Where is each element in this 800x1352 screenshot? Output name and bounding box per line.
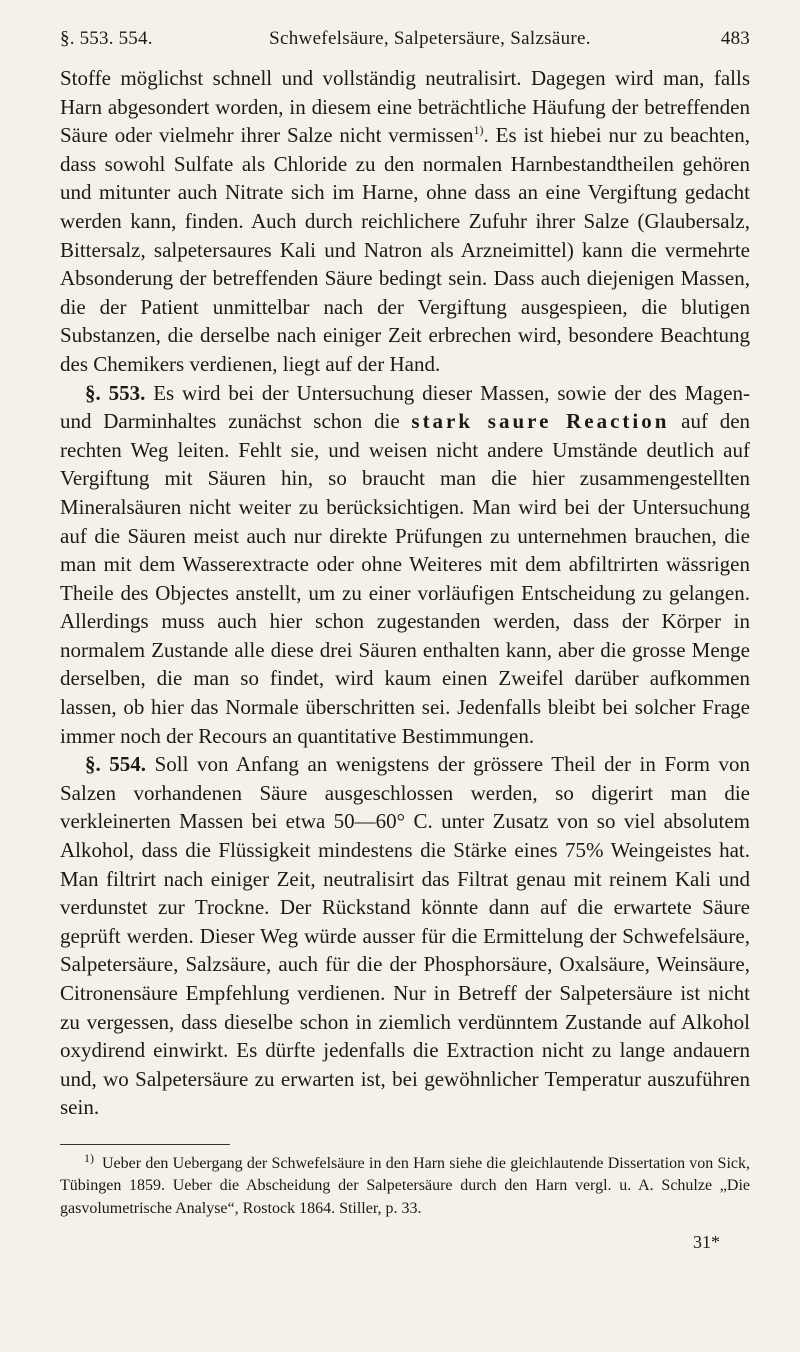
running-head	[60, 28, 750, 58]
paragraph-text: Stoffe möglichst schnell und vollständig neutralisirt. Dagegen wird man, falls Harn abgesondert worden, in diesem eine beträchtliche Häufung der betreffenden Säure oder vielmehr ihrer Salze nicht vermissen	[60, 66, 750, 148]
paragraph-text: Soll von Anfang an wenigstens der grössere Theil der in Form von Salzen vorhandenen Säure ausgeschlossen werden, so digerirt man die verkleinerten Massen bei etwa 50—60° C. unter Zusatz von so viel absolutem Alkohol, dass die Flüssigkeit mindestens die Stärke eines 75% Weingeistes hat. Man filtrirt nach einiger Zeit, neutralisirt das Filtrat genau mit reinem Kali und verdunstet zur Trockne. Der Rückstand könnte dann auf die erwartete Säure geprüft werden. Dieser Weg würde ausser für die Ermittelung der Schwefelsäure, Salpetersäure, Salzsäure, auch für die der Phosphorsäure, Oxalsäure, Weinsäure, Citronensäure Empfehlung verdienen. Nur in Betreff der Salpetersäure ist nicht zu vergessen, dass dieselbe schon in ziemlich verdünntem Zustande auf Alkohol oxydirend einwirkt. Es dürfte jedenfalls die Extraction nicht zu lange andauern und, wo Salpetersäure zu erwarten ist, bei gewöhnlicher Temperatur auszuführen sein.	[60, 752, 750, 1120]
emphasized-term: stark saure Reaction	[411, 409, 670, 434]
footnote-text: Ueber den Uebergang der Schwefelsäure in den Harn siehe die gleichlautende Dissertation von Sick, Tübingen 1859. Ueber die Abscheidung der Salpetersäure durch den Harn vergl. u. A. Schulze „Die gasvolumetrische Analyse“, Rostock 1864. Stiller, p. 33.	[60, 1154, 750, 1217]
paragraph-section-554	[60, 750, 750, 1122]
section-number: §. 553.	[85, 380, 146, 405]
footnote-mark: 1)	[84, 1150, 94, 1165]
paragraph-text: . Es ist hiebei nur zu beachten, dass sowohl Sulfate als Chloride zu den normalen Harnbestandtheilen gehören und mitunter auch Nitrate sich im Harne, ohne dass an eine Vergiftung gedacht werden kann, finden. Auch durch reichlichere Zufuhr ihrer Salze (Glaubersalz, Bittersalz, salpetersaures Kali und Natron als Arzneimittel) kann die vermehrte Absonderung der betreffenden Säure bedingt sein. Dass auch diejenigen Massen, die der Patient unmittelbar nach der Vergiftung ausgespieen, die blutigen Substanzen, die derselbe nach einiger Zeit erbrechen wird, besondere Beachtung des Chemikers verdienen, liegt auf der Hand.	[60, 123, 750, 376]
paragraph-text: auf den rechten Weg leiten. Fehlt sie, und weisen nicht andere Umstände deutlich auf Vergiftung mit Säuren hin, so braucht man die hier zusammengestellten Mineralsäuren nicht weiter zu berücksichtigen. Man wird bei der Untersuchung auf die Säuren meist auch nur direkte Prüfungen zu unternehmen brauchen, die man mit dem Wasserextracte oder ohne Weiteres mit dem abfiltrirten wässrigen Theile des Objectes anstellt, um zu einer vorläufigen Entscheidung zu gelangen. Allerdings muss auch hier schon zugestanden werden, dass der Körper in normalem Zustande alle diese drei Säuren enthalten kann, aber die grosse Menge derselben, die man so findet, wird kaum einen Zweifel darüber aufkommen lassen, ob hier das Normale überschritten sei. Jedenfalls bleibt bei solcher Frage immer noch der Recours an quantitative Bestimmungen.	[60, 409, 751, 748]
page-number: 483	[720, 28, 750, 49]
paragraph-continuation	[60, 64, 750, 379]
paragraph-text: Es wird bei der Untersuchung dieser Massen, sowie der des Magen- und Darminhaltes zunächst schon die	[60, 380, 751, 434]
signature-mark: 31*	[693, 1232, 720, 1253]
header-section-number: §. 553. 554.	[60, 28, 153, 49]
body-text	[60, 64, 750, 1122]
footnote-rule	[60, 1144, 230, 1145]
header-title: Schwefelsäure, Salpetersäure, Salzsäure.	[269, 28, 591, 49]
book-page	[60, 28, 750, 1253]
paragraph-section-553	[60, 379, 750, 751]
footnote	[60, 1150, 750, 1221]
section-number: §. 554.	[85, 752, 147, 777]
footnote-reference: 1)	[473, 123, 484, 138]
